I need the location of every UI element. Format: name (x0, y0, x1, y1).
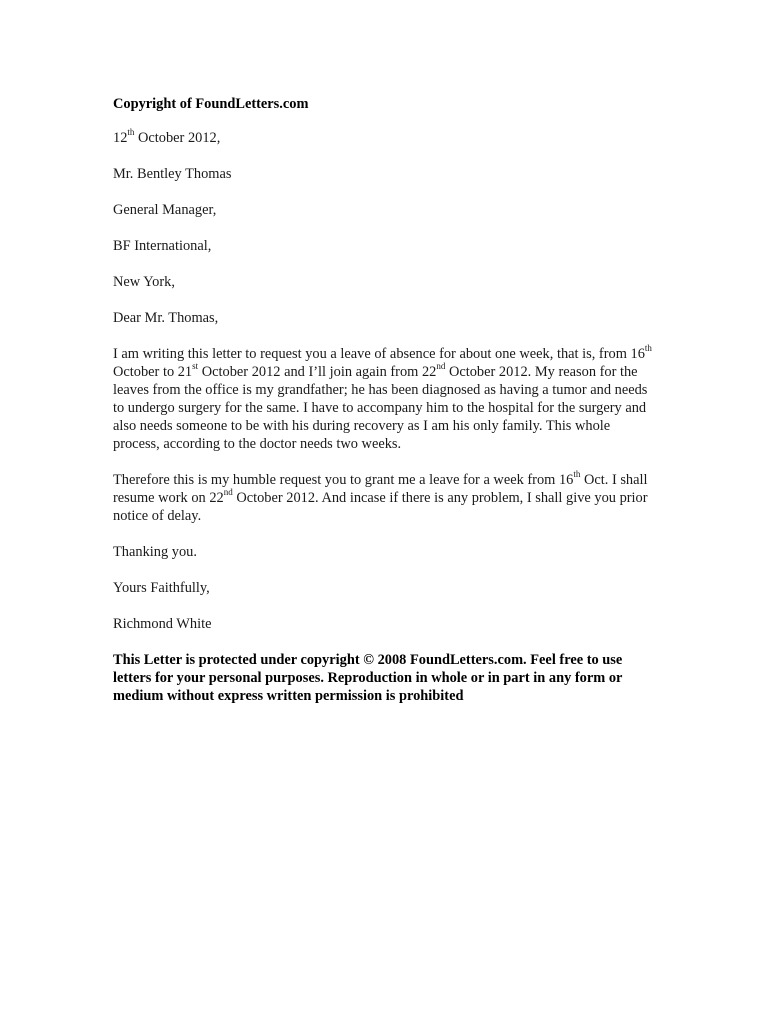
copyright-notice: This Letter is protected under copyright © 2008 FoundLetters.com. Feel free to use letters for your personal purposes. Reproduction in whole or in part in any form or medium without express written permission is prohibited (113, 652, 623, 704)
para1-sup-3: nd (436, 361, 446, 372)
para1-text-4: October 2012. My reason for the leaves from the office is my grandfather; he has been diagnosed as having a tumor and needs to undergo surgery for the same. I have to accompany him to the hospital for the surgery and also needs someone to be with his during recovery as I am his only family. This whole process, according to the doctor needs two weeks. (113, 364, 648, 452)
sender-name: Richmond White (113, 616, 212, 632)
recipient-title: General Manager, (113, 202, 217, 218)
para2-text-3: October 2012. And incase if there is any problem, I shall give you prior notice of delay. (113, 490, 648, 524)
para1-text-2: October to 21 (113, 364, 193, 380)
date-day: 12 (113, 130, 128, 146)
recipient-name: Mr. Bentley Thomas (113, 166, 232, 182)
para2-sup-2: nd (223, 487, 233, 498)
recipient-company: BF International, (113, 238, 212, 254)
para1-text-3: October 2012 and I’ll join again from 22 (198, 364, 437, 380)
date-day-suffix: th (127, 127, 135, 138)
recipient-city: New York, (113, 274, 175, 290)
body-paragraph-1 (113, 345, 653, 453)
closing-thanks: Thanking you. (113, 544, 197, 560)
para2-text-2: Oct. I shall resume work on 22 (113, 472, 648, 506)
para1-text-1: I am writing this letter to request you a leave of absence for about one week, that is, from 16 (113, 346, 645, 362)
salutation: Dear Mr. Thomas, (113, 310, 219, 326)
date-rest: October 2012, (134, 130, 221, 146)
body-paragraph-2 (113, 471, 653, 525)
copyright-header: Copyright of FoundLetters.com (113, 96, 309, 112)
para1-sup-1: th (644, 343, 652, 354)
letter-date (113, 129, 653, 147)
para1-sup-2: st (192, 361, 199, 372)
para2-sup-1: th (573, 469, 581, 480)
para2-text-1: Therefore this is my humble request you to grant me a leave for a week from 16 (113, 472, 574, 488)
closing-signoff: Yours Faithfully, (113, 580, 210, 596)
letter-page (113, 95, 653, 723)
